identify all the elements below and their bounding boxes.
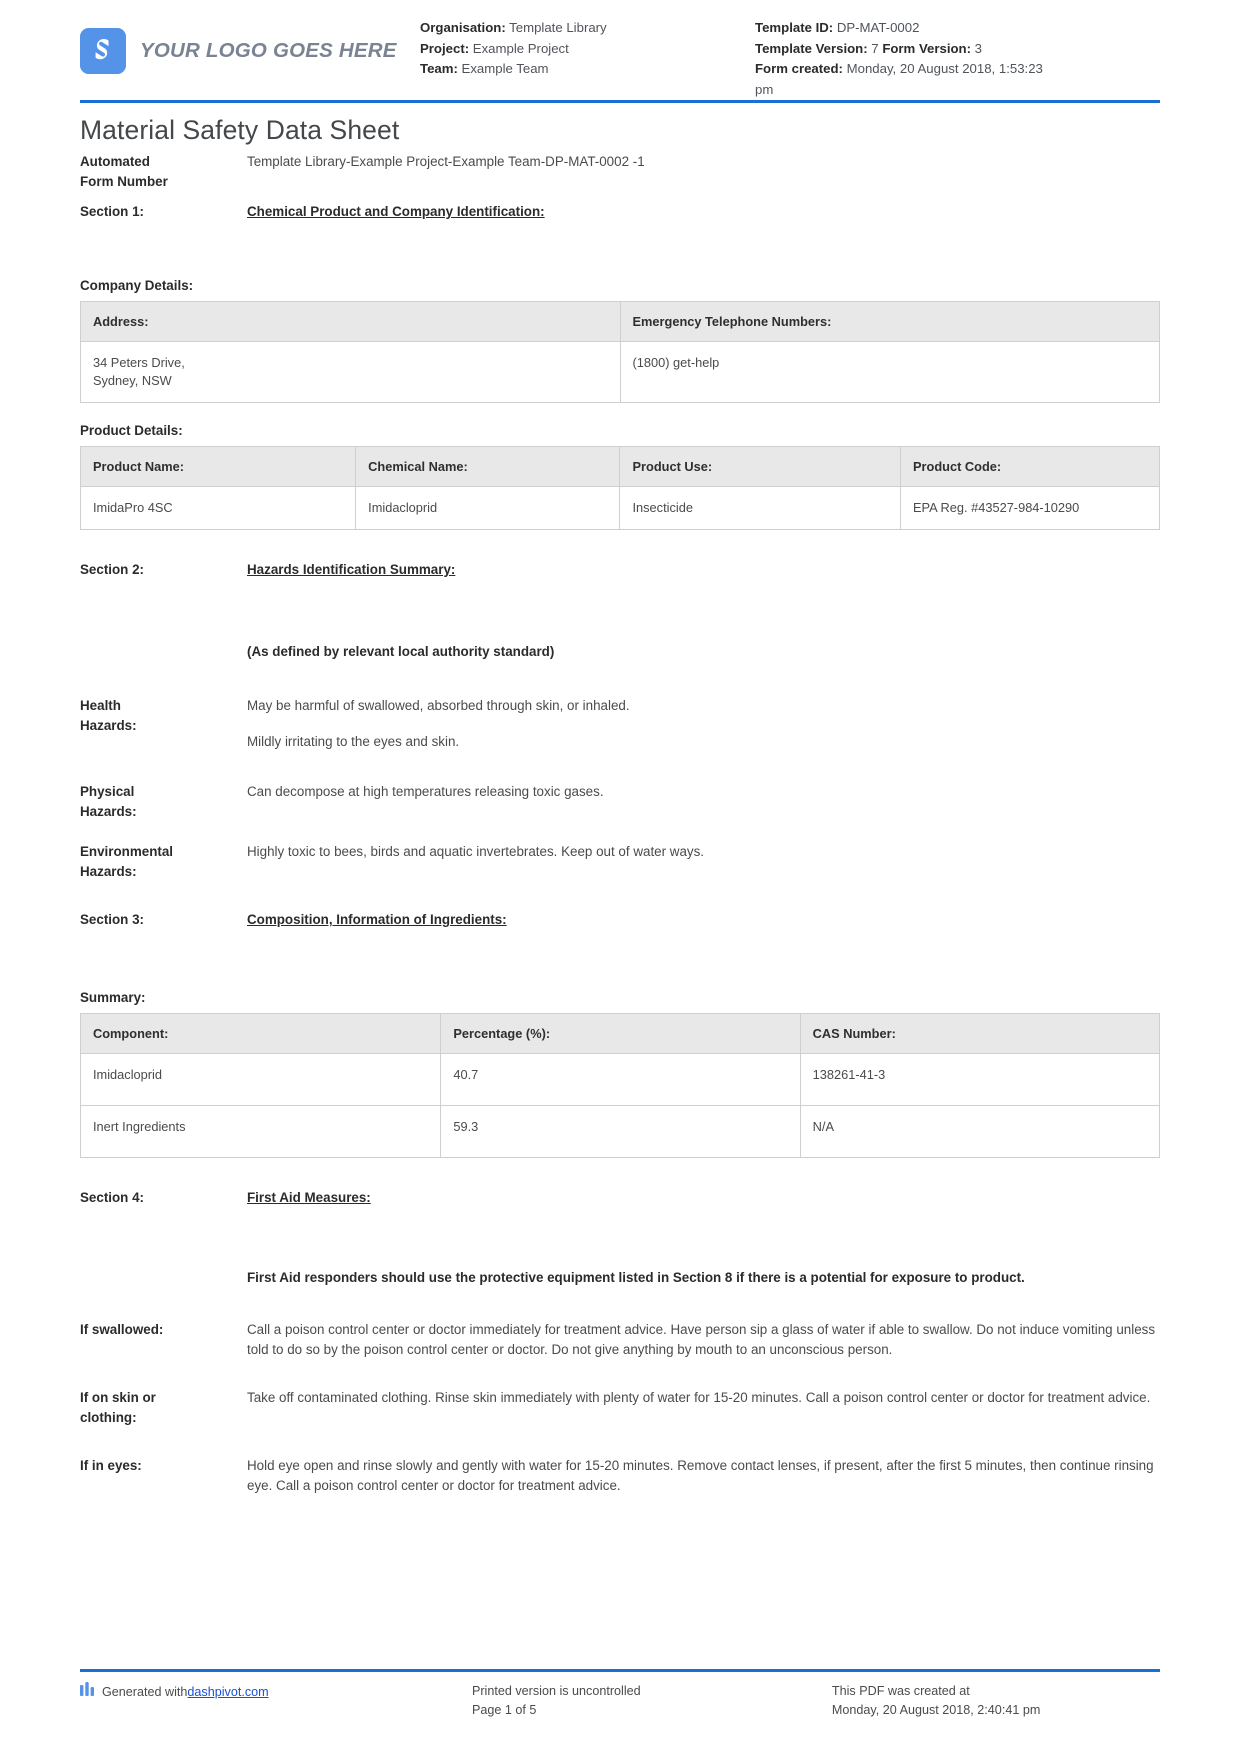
column-cas-number: CAS Number: <box>800 1014 1159 1054</box>
company-details-table <box>80 301 1160 403</box>
health-hazards-para-1: May be harmful of swallowed, absorbed through skin, or inhaled. <box>247 698 630 713</box>
logo-text: YOUR LOGO GOES HERE <box>140 39 397 62</box>
section-1-label: Section 1: <box>80 204 144 219</box>
environmental-hazards-label-line1: Environmental <box>80 844 174 859</box>
environmental-hazards-label <box>80 842 247 882</box>
automated-form-number-label <box>80 152 247 192</box>
cell-component: Imidacloprid <box>81 1054 441 1106</box>
meta-template-id <box>755 18 1055 39</box>
column-product-code: Product Code: <box>901 447 1160 487</box>
document-content <box>0 115 1240 1496</box>
section-1-title: Chemical Product and Company Identification: <box>247 204 545 219</box>
meta-template-id-value: DP-MAT-0002 <box>836 20 920 35</box>
first-aid-intro-row <box>80 1268 1160 1288</box>
section-4-row <box>80 1188 1160 1208</box>
health-hazards-para-2: Mildly irritating to the eyes and skin. <box>247 734 460 749</box>
product-details-heading: Product Details: <box>80 423 183 438</box>
automated-form-number-label-line2: Form Number <box>80 174 168 189</box>
meta-team-label: Team: <box>420 61 458 76</box>
cell-address <box>81 342 621 403</box>
cell-chemical-name: Imidacloprid <box>356 487 620 530</box>
document-footer <box>80 1669 1160 1720</box>
environmental-hazards-row <box>80 842 1160 882</box>
composition-summary-heading: Summary: <box>80 990 146 1005</box>
first-aid-if-on-skin-label-line2: clothing: <box>80 1410 137 1425</box>
physical-hazards-label-line1: Physical <box>80 784 135 799</box>
automated-form-number-label-line1: Automated <box>80 154 150 169</box>
meta-project-label: Project: <box>420 40 470 56</box>
address-line-1: 34 Peters Drive, <box>93 355 185 370</box>
meta-form-created-label: Form created: <box>755 61 843 76</box>
first-aid-if-on-skin-row <box>80 1388 1160 1428</box>
footer-pdf-created-label: This PDF was created at <box>831 1684 970 1698</box>
column-emergency-phone: Emergency Telephone Numbers: <box>620 302 1160 342</box>
cell-product-name: ImidaPro 4SC <box>81 487 356 530</box>
cell-product-use: Insecticide <box>620 487 901 530</box>
environmental-hazards-value <box>247 842 1160 862</box>
meta-template-version <box>755 39 1055 60</box>
meta-form-created-value: Monday, 20 August 2018, 1:53:23 pm <box>755 61 1043 97</box>
table-header-row <box>81 447 1160 487</box>
meta-project-value: Example Project <box>472 40 569 56</box>
address-line-2: Sydney, NSW <box>93 373 172 388</box>
meta-organisation-value: Template Library <box>509 20 607 35</box>
footer-printed-notice: Printed version is uncontrolled <box>471 1684 641 1698</box>
meta-organisation-label: Organisation: <box>420 20 506 35</box>
cell-emergency-phone: (1800) get-help <box>620 342 1160 403</box>
page-title: Material Safety Data Sheet <box>80 115 400 145</box>
first-aid-if-in-eyes-row <box>80 1456 1160 1496</box>
section-2-title: Hazards Identification Summary: <box>247 562 456 577</box>
composition-table <box>80 1013 1160 1158</box>
meta-template-id-label: Template ID: <box>755 20 834 35</box>
physical-hazards-para-1: Can decompose at high temperatures releasing toxic gases. <box>247 784 604 799</box>
cell-cas-number: 138261-41-3 <box>800 1054 1159 1106</box>
meta-form-created <box>755 59 1055 100</box>
physical-hazards-value <box>247 782 1160 802</box>
meta-project <box>420 39 755 60</box>
column-chemical-name: Chemical Name: <box>356 447 620 487</box>
column-component: Component: <box>81 1014 441 1054</box>
table-row <box>81 342 1160 403</box>
cell-component: Inert Ingredients <box>81 1106 441 1158</box>
column-address: Address: <box>81 302 621 342</box>
bar-chart-icon <box>80 1682 95 1702</box>
first-aid-if-on-skin-label <box>80 1388 247 1428</box>
header-meta-right <box>755 18 1055 100</box>
first-aid-if-swallowed-label: If swallowed: <box>80 1322 164 1337</box>
dashpivot-logo-icon <box>80 28 126 74</box>
header-meta-left <box>420 18 755 80</box>
footer-pdf-created-value: Monday, 20 August 2018, 2:40:41 pm <box>831 1703 1041 1717</box>
physical-hazards-label-line2: Hazards: <box>80 804 137 819</box>
health-hazards-value <box>247 696 1160 752</box>
section-4-label: Section 4: <box>80 1190 144 1205</box>
product-details-table <box>80 446 1160 530</box>
footer-divider <box>80 1669 1160 1672</box>
automated-form-number-row <box>80 152 1160 192</box>
meta-team <box>420 59 755 80</box>
section-3-label: Section 3: <box>80 912 144 927</box>
first-aid-if-on-skin-label-line1: If on skin or <box>80 1390 156 1405</box>
section-1-row <box>80 202 1160 222</box>
first-aid-if-swallowed-text: Call a poison control center or doctor immediately for treatment advice. Have person sip a glass of water if able to swallow. Do not induce vomiting unless told to do so by the poison control center or doctor. Do not give anything by mouth to an unconscious person. <box>247 1322 1156 1357</box>
footer-generated-prefix: Generated with <box>102 1684 188 1699</box>
footer-created-col <box>800 1682 1160 1720</box>
header-divider <box>80 100 1160 103</box>
company-details-heading: Company Details: <box>80 278 194 293</box>
hazards-standard-note: (As defined by relevant local authority standard) <box>247 644 555 659</box>
footer-generated-col <box>80 1682 440 1720</box>
cell-percentage: 59.3 <box>441 1106 800 1158</box>
footer-print-col <box>440 1682 800 1720</box>
health-hazards-label-line2: Hazards: <box>80 718 137 733</box>
meta-organisation <box>420 18 755 39</box>
table-row <box>81 1054 1160 1106</box>
environmental-hazards-para-1: Highly toxic to bees, birds and aquatic invertebrates. Keep out of water ways. <box>247 844 705 859</box>
health-hazards-label-line1: Health <box>80 698 121 713</box>
first-aid-if-in-eyes-label: If in eyes: <box>80 1458 142 1473</box>
meta-form-version-value: 3 <box>974 40 982 56</box>
section-2-row <box>80 560 1160 580</box>
meta-template-version-value: 7 <box>871 40 879 56</box>
table-header-row <box>81 1014 1160 1054</box>
document-header <box>0 0 1240 96</box>
section-3-row <box>80 910 1160 930</box>
column-percentage: Percentage (%): <box>441 1014 800 1054</box>
table-row <box>81 1106 1160 1158</box>
automated-form-number-value: Template Library-Example Project-Example Team-DP-MAT-0002 -1 <box>247 154 645 169</box>
physical-hazards-label <box>80 782 247 822</box>
table-row <box>81 487 1160 530</box>
column-product-name: Product Name: <box>81 447 356 487</box>
section-4-title: First Aid Measures: <box>247 1190 371 1205</box>
meta-team-value: Example Team <box>461 61 549 76</box>
health-hazards-label <box>80 696 247 736</box>
cell-product-code: EPA Reg. #43527-984-10290 <box>901 487 1160 530</box>
dashpivot-link[interactable]: dashpivot.com <box>187 1684 269 1699</box>
environmental-hazards-label-line2: Hazards: <box>80 864 137 879</box>
physical-hazards-row <box>80 782 1160 822</box>
health-hazards-row <box>80 696 1160 752</box>
hazards-standard-note-row <box>80 642 1160 662</box>
first-aid-if-on-skin-text: Take off contaminated clothing. Rinse skin immediately with plenty of water for 15-20 minutes. Call a poison control center or doctor for treatment advice. <box>247 1390 1151 1405</box>
column-product-use: Product Use: <box>620 447 901 487</box>
section-2-label: Section 2: <box>80 562 144 577</box>
first-aid-if-in-eyes-text: Hold eye open and rinse slowly and gently with water for 15-20 minutes. Remove contact lenses, if present, after the first 5 minutes, then continue rinsing eye. Call a poison control center or doctor for treatment advice. <box>247 1458 1154 1493</box>
logo-block <box>80 18 420 74</box>
table-header-row <box>81 302 1160 342</box>
first-aid-intro: First Aid responders should use the protective equipment listed in Section 8 if there is a potential for exposure to product. <box>247 1270 1025 1285</box>
cell-cas-number: N/A <box>800 1106 1159 1158</box>
meta-template-version-label: Template Version: <box>755 40 868 56</box>
meta-form-version-label: Form Version: <box>882 40 971 56</box>
section-3-title: Composition, Information of Ingredients: <box>247 912 507 927</box>
first-aid-if-swallowed-row <box>80 1320 1160 1360</box>
cell-percentage: 40.7 <box>441 1054 800 1106</box>
footer-page-number: Page 1 of 5 <box>471 1703 537 1717</box>
